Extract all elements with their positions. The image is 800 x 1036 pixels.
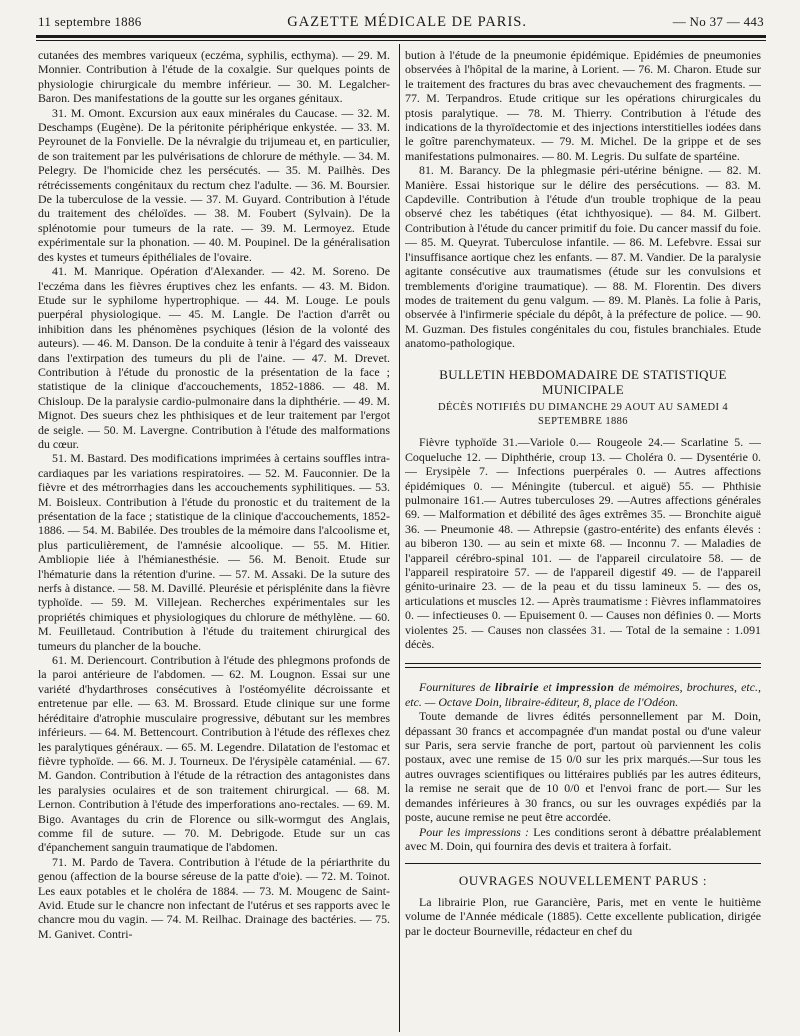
fournitures-librairie: librairie — [494, 680, 539, 695]
journal-title: GAZETTE MÉDICALE DE PARIS. — [287, 14, 527, 30]
impressions-notice — [405, 825, 761, 854]
left-column — [38, 48, 390, 1032]
thesis-list-paragraph: cutanées des membres variqueux (eczéma, syphilis, ecthyma). — 29. M. Monnier. Contribution à l'étude de la coxalgie. Sur quelques points de physiologie chirurgicale du membre inférieur. — 30. M. Legalcher-Baron. Des manifestations de la goutte sur les organes génitaux. — [38, 48, 390, 106]
bulletin-title: BULLETIN HEBDOMADAIRE DE STATISTIQUE MUNICIPALE — [439, 366, 727, 397]
thesis-list-paragraph: 51. M. Bastard. Des modifications imprimées à certains souffles intra-cardiaques par les variations respiratoires. — 52. M. Fauconnier. De la fièvre et des métrorrhagies dans les accouchements syphilitiques. — 53. M. Boisleux. Contribution à l'étude du pronostic et du traitement de la présentation de la face ; statistique de la clinique d'accouchements, 1852-1886. — 54. M. Babilée. Des troubles de la mémoire dans l'alcoolisme et, plus particulièrement, de l'amnésie alcoolique. — 55. M. Hitier. Ambliopie liée à l'hémianesthésie. — 56. M. Benoit. Etude sur l'hématurie dans la rétention d'urine. — 57. M. Assaki. De la suture des nerfs à distance. — 58. M. Davillé. Pleurésie et périsplénite dans la fièvre typhoïde. — 59. M. Villejean. Recherches expérimentales sur les propriétés chimiques et physiologiques du chlorure de méthylène. — 60. M. Feuilletaud. Contribution à l'étude du traitement chirurgical des tumeurs du plancher de la bouche. — [38, 451, 390, 653]
impressions-text: Les conditions seront à débattre préalablement avec M. Doin, qui fournira des devis et traitera à forfait. — [405, 824, 761, 853]
header-rule-thin — [36, 40, 766, 41]
fournitures-et: et — [543, 680, 552, 695]
bulletin-subtitle: DÉCÈS NOTIFIÉS DU DIMANCHE 29 AOUT AU SAMEDI 4 SEPTEMBRE 1886 — [437, 401, 729, 427]
fournitures-notice — [405, 680, 761, 709]
impressions-lead: Pour les impressions : — [419, 824, 529, 839]
fournitures-impression: impression — [555, 680, 615, 695]
column-divider — [399, 44, 400, 1032]
fournitures-lead: Fournitures de — [419, 680, 491, 695]
thesis-list-paragraph: 31. M. Omont. Excursion aux eaux minérales du Caucase. — 32. M. Deschamps (Eugène). De la péritonite périphérique enkystée. — 33. M. Peyrounet de la Fonvielle. De la névralgie du trijumeau et, en particulier, de son traitement par les pulvérisations de chlorure de méthyle. — 34. M. Pelegry. De l'homicide chez les persécutés. — 35. M. Pailhès. Des rétrécissements congénitaux du rectum chez l'adulte. — 36. M. Boursier. De la tuberculose de la vessie. — 37. M. Guyard. Contribution à l'étude du traitement des chéloïdes. — 38. M. Foubert (Sylvain). De la splénotomie pour tumeurs de la rate. — 39. M. Lermoyez. Etude expérimentale sur la phonation. — 40. M. Poupinel. De la généralisation des kystes et tumeurs épithéliales de l'ovaire. — [38, 105, 390, 264]
header-rule-thick — [36, 35, 766, 38]
thesis-list-paragraph: 41. M. Manrique. Opération d'Alexander. — 42. M. Soreno. De l'eczéma dans les fièvres éruptives chez les enfants. — 43. M. Bidon. Etude sur le syphilome hypertrophique. — 44. M. Louge. Le pouls puerpéral physiologique. — 45. M. Langle. De l'action d'arrêt ou inhibition dans les phénomènes psychiques (lésion de la volonté des auteurs). — 46. M. Danson. De la conduite à tenir à l'égard des vaisseaux dans l'extirpation des tumeurs du pli de l'aine. — 47. M. Drevet. Contribution à l'étude du pronostic de la présentation de la face ; statistique de la clinique d'accouchements, 1852-1886. — 48. M. Chisloup. De la paralysie cardio-pulmonaire dans la diphthérie. — 49. M. Mignot. Des sueurs chez les phthisiques et de leur traitement par l'ergot de seigle. — 50. M. Lavergne. Contribution à l'étude des malformations du cœur. — [38, 264, 390, 451]
issue-page-number: — No 37 — 443 — [672, 14, 764, 29]
header-date: 11 septembre 1886 — [38, 14, 142, 29]
fournitures-tail: de mémoires, brochures, etc., etc. — Octave Doin, libraire-éditeur, 8, place de l'Odéon. — [405, 680, 761, 709]
thesis-list-paragraph: 71. M. Pardo de Tavera. Contribution à l'étude de la périarthrite du genou (affection de la bourse séreuse de la patte d'oie). — 72. M. Toinot. Les eaux potables et le choléra de 1884. — 73. M. Mougenc de Saint-Avid. Etude sur le chancre non infectant de l'utérus et ses rapports avec le chancre mou du vagin. — 74. M. Reilhac. Drainage des bactéries. — 75. M. Ganivet. Contri- — [38, 854, 390, 941]
ouvrages-title: OUVRAGES NOUVELLEMENT PARUS : — [458, 873, 708, 889]
running-header — [38, 14, 764, 36]
thesis-list-paragraph: 61. M. Deriencourt. Contribution à l'étude des phlegmons profonds de la paroi antérieure de l'abdomen. — 62. M. Lougnon. Essai sur une variété d'hydarthroses consécutives à l'ostéomyélite décroissante et entretenue par elle. — 63. M. Brossard. Etude clinique sur une forme héréditaire d'atrophie musculaire progressive, débutant sur les membres inférieurs. — 64. M. Bettencourt. Contribution à l'étude des réflexes chez les paralytiques généraux. — 65. M. Legendre. Dilatation de l'estomac et fièvre typhoïde. — 66. M. J. Tourneux. De l'érysipèle cataménial. — 67. M. Gandon. Contribution à l'étude de la rétraction des antagonistes dans les paralysies oculaires et de son traitement chirurgical. — 68. M. Lernon. Contribution à l'étude des imperforations ano-rectales. — 69. M. Bigo. Avantages du crin de Florence ou silk-wormgut des Anglais, comme fil de suture. — 70. M. Debrigode. Etude sur un cas d'épanchement sanguin traumatique de l'abdomen. — [38, 653, 390, 855]
thesis-list-paragraph: 81. M. Barancy. De la phlegmasie péri-utérine bénigne. — 82. M. Manière. Essai historique sur le délire des persécutions. — 83. M. Capdeville. Contribution à l'étude d'un trouble trophique de la peau observé chez les tabétiques (état ichthyosique). — 84. M. Gilbert. Contribution à l'étude du cancer primitif du foie. Du cancer massif du foie. — 85. M. Queyrat. Tuberculose infantile. — 86. M. Lefebvre. Essai sur l'insuffisance aortique chez les enfants. — 87. M. Vandier. De la paralysie agitante consécutive aux traumatismes (étude sur les convulsions et tremblements d'origine traumatique). — 88. M. Florentin. Des divers modes de traitement du genu valgum. — 89. M. Planès. La folie à Paris, observée à l'infirmerie spéciale du dépôt, à la préfecture de police. — 90. M. Guzman. Des fistules congénitales du cou, fistules branchiales. Etude anatomo-pathologique. — [405, 163, 761, 351]
section-rule — [405, 863, 761, 864]
right-column — [405, 48, 761, 1032]
ouvrages-text: La librairie Plon, rue Garancière, Paris, met en vente le huitième volume de l'Année médicale (1885). Cette excellente publication, dirigée par le docteur Bourneville, rédacteur en chef du — [405, 894, 761, 938]
section-rule — [405, 663, 761, 668]
doin-conditions: Toute demande de livres édités personnellement par M. Doin, dépassant 30 francs et accompagnée d'un mandat postal ou d'une valeur sur Paris, sera servie franche de port, partout où parviennent les colis postaux, avec une remise de 15 0/0 sur les prix marqués.—Sur tous les autres ouvrages scientifiques ou littéraires publiés par les autres éditeurs, la remise ne serait que de 10 0/0 et l'envoi franc de port.— Sur les demandes inférieures à 30 francs, ou sur les ouvrages expédiés par la poste, aucune remise ne peut être accordée. — [405, 709, 761, 825]
thesis-list-paragraph: bution à l'étude de la pneumonie épidémique. Epidémies de pneumonies observées à l'hôpital de la marine, à Lorient. — 76. M. Charon. Etude sur le traitement des fractures du bras avec chevauchement des fragments. — 77. M. Terpandros. Etude critique sur les opérations chirurgicales du ptosis paralytique. — 78. M. Thierry. Contribution à l'étude des indications de la thyroïdectomie et des injections interstitielles iodées dans le goître parenchymateux. — 79. M. Michel. De la grippe et de ses manifestations pulmonaires. — 80. M. Legris. Du sulfate de spartéine. — [405, 48, 761, 163]
bulletin-statistics: Fièvre typhoïde 31.—Variole 0.— Rougeole 24.— Scarlatine 5. — Coqueluche 12. — Diphthérie, croup 13. — Choléra 0. — Dysentérie 0. — Erysipèle 7. — Infections puerpérales 0. — Autres affections épidémiques 0. — Méningite (tubercul. et aiguë) 55. — Phthisie pulmonaire 161.— Autres tuberculoses 29. —Autres affections générales 69. — Malformation et débilité des âges extrêmes 35. — Bronchite aiguë 36. — Pneumonie 48. — Athrepsie (gastro-entérite) des enfants élevés : au biberon 130. — au sein et mixte 68. — Inconnu 7. — Maladies de l'appareil cérébro-spinal 101. — de l'appareil circulatoire 58. — de l'appareil respiratoire 57. — de l'appareil digestif 49. — de l'appareil génito-urinaire 23. — de la peau et du tissu lamineux 5. — des os, articulations et muscles 12. — Après traumatisme : Fièvres inflammatoires 0. — infectieuses 0. — Epuisement 0. — Causes non définies 0. — Morts violentes 25. — Causes non classées 31. — Total de la semaine : 1.091 décès. — [405, 435, 761, 652]
